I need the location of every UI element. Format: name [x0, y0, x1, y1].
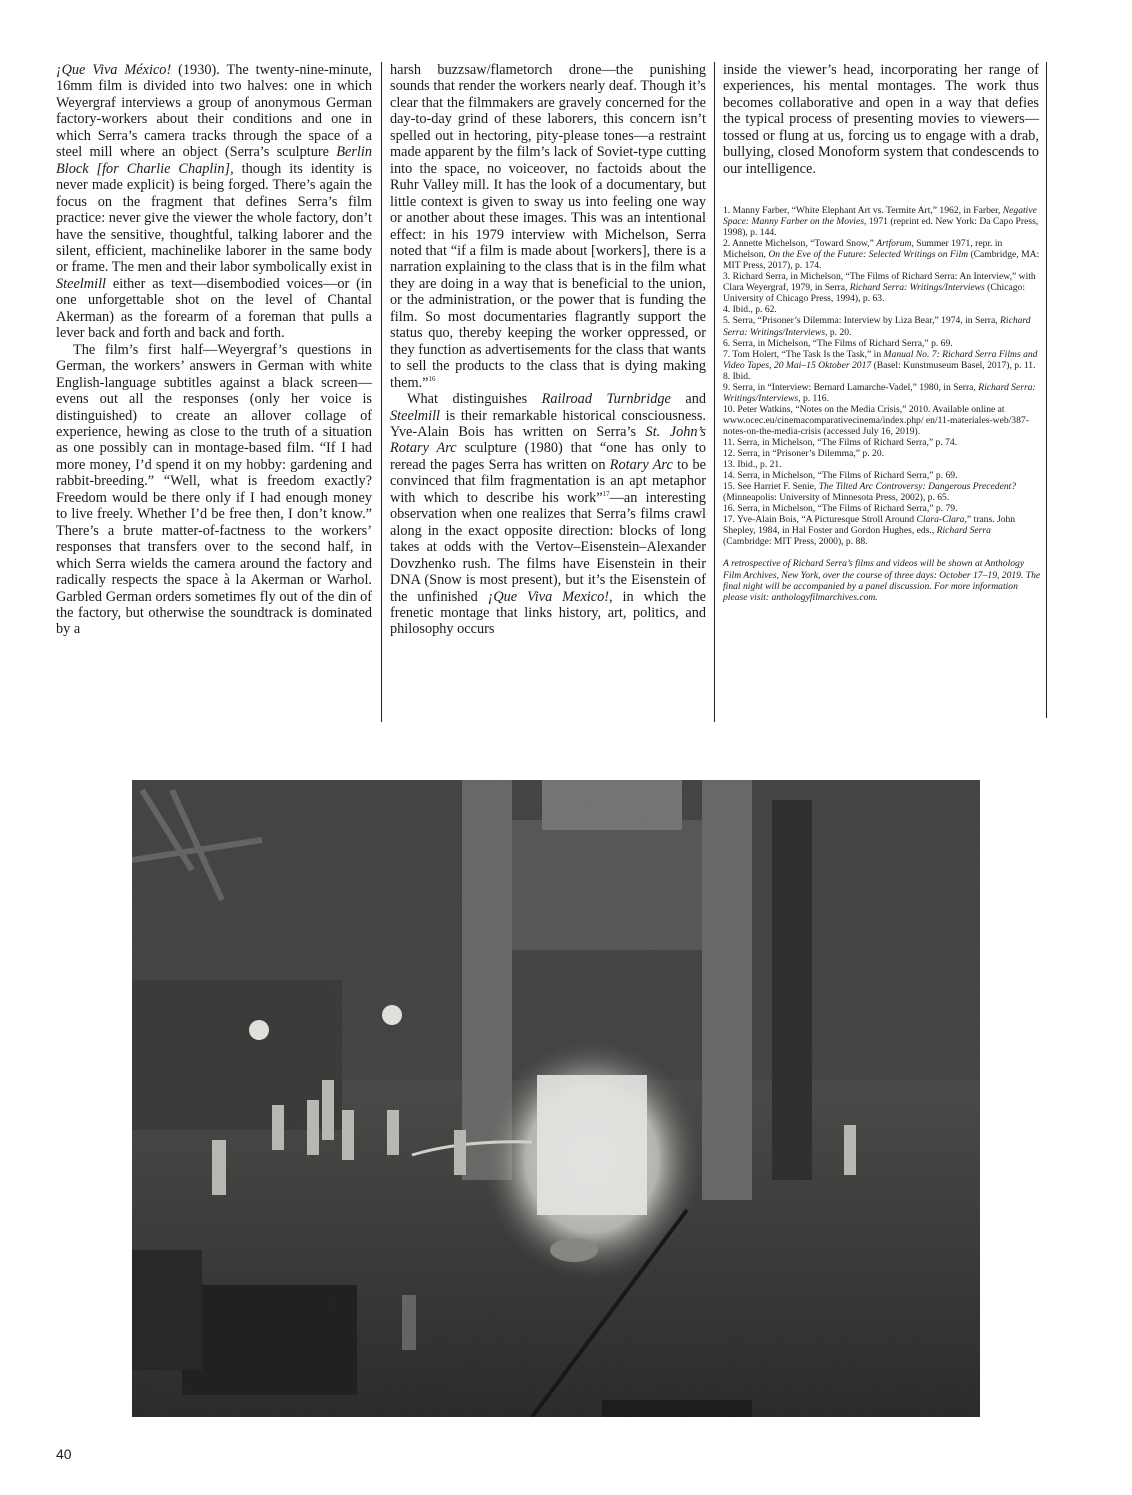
- paragraph: ¡Que Viva México! (1930). The twenty-nine-minute, 16mm film is divided into two halves: one in which Weyergraf interviews a group of anonymous German factory-workers about their conditions and one in which Serra’s camera tracks through the space of a steel mill where an object (Serra’s sculpture Berlin Block [for Charlie Chaplin], though its identity is never made explicit) is being forged. There’s again the focus on the fragment that defines Serra’s film practice: never give the viewer the whole factory, don’t have the sensitive, thoughtful, talking laborer and the silent, efficient, machinelike laborer in the same body or frame. The men and their labor symbolically exist in Steelmill either as text—disembodied voices—or (in one unforgettable shot on the level of Chantal Akerman) as the forearm of a foreman that pulls a lever back and forth and back and forth.: [56, 62, 372, 342]
- film-still-photo: [132, 780, 980, 1417]
- endnote: 8. Ibid.: [723, 370, 751, 382]
- endnote: 15. See Harriet F. Senie, The Tilted Arc Controversy: Dangerous Precedent? (Minneapolis: University of Minnesota Press, 2002), p. 65.: [723, 481, 1017, 504]
- footnote-ref: 17: [602, 490, 610, 499]
- steel-mill-image: [132, 780, 980, 1417]
- paragraph: inside the viewer’s head, incorporating her range of experiences, his mental montages. The work thus becomes collaborative and open in a way that defies the typical process of presenting movies to viewers—tossed or flung at us, forcing us to engage with a drab, bullying, closed Monoform system that condescends to our intelligence.: [723, 62, 1039, 177]
- endnotes: [723, 205, 1041, 603]
- endnote: 6. Serra, in Michelson, “The Films of Richard Serra,” p. 69.: [723, 337, 953, 349]
- retrospective-notice: A retrospective of Richard Serra’s films and videos will be shown at Anthology Film Archives, New York, over the course of three days: October 17–19, 2019. The final night will be accompanied by a panel discussion. For more information please visit: anthologyfilmarchives.com.: [723, 558, 1041, 603]
- endnote: 2. Annette Michelson, “Toward Snow,” Artforum, Summer 1971, repr. in Michelson, On the Eve of the Future: Selected Writings on Film (Cambridge, MA: MIT Press, 2017), p. 174.: [723, 238, 1040, 272]
- paragraph: What distinguishes Railroad Turnbridge and Steelmill is their remarkable historical consciousness. Yve-Alain Bois has written on Serra’s St. John’s Rotary Arc sculpture (1980) that “one has only to reread the pages Serra has written on Rotary Arc to be convinced that film fragmentation is an apt metaphor with which to describe his work”$^{17}$—an interesting observation when one realizes that Serra’s films crawl along in the exact opposite direction: blocks of long takes at odds with the Vertov–Eisenstein–Alexander Dovzhenko rush. The films have Eisenstein in their DNA (Snow is most present), but it’s the Eisenstein of the unfinished ¡Que Viva Mexico!, in which the frenetic montage that links history, art, politics, and philosophy occurs: [390, 391, 707, 638]
- endnote: 1. Manny Farber, “White Elephant Art vs. Termite Art,” 1962, in Farber, Negative Space: Manny Farber on the Movies, 1971 (reprint ed. New York: Da Capo Press, 1998), p. 144.: [723, 205, 1039, 239]
- endnote: 14. Serra, in Michelson, “The Films of Richard Serra,” p. 69.: [723, 470, 958, 482]
- column-divider: [381, 62, 382, 722]
- article-column-1: [56, 62, 372, 638]
- film-title: Steelmill: [56, 275, 107, 292]
- sculpture-title: Berlin Block [for Charlie Chaplin]: [56, 144, 372, 177]
- endnote: 13. Ibid., p. 21.: [723, 459, 782, 471]
- page-number: 40: [56, 1446, 72, 1462]
- grain-overlay: [132, 780, 980, 1417]
- endnote: 5. Serra, “Prisoner’s Dilemma: Interview by Liza Bear,” 1974, in Serra, Richard Serra: Writings/Interviews, p. 20.: [723, 315, 1031, 338]
- endnote: 12. Serra, in “Prisoner’s Dilemma,” p. 20.: [723, 448, 885, 460]
- endnote: 16. Serra, in Michelson, “The Films of Richard Serra,” p. 79.: [723, 503, 958, 515]
- endnote: 11. Serra, in Michelson, “The Films of Richard Serra,” p. 74.: [723, 436, 958, 448]
- paragraph: harsh buzzsaw/flametorch drone—the punishing sounds that render the workers nearly deaf. Though it’s clear that the filmmakers are gravely concerned for the day-to-day grind of these laborers, this concern isn’t spelled out in hectoring, pity-please tones—a restraint made apparent by the film’s lack of Soviet-type cutting into the space, no voiceover, no factoids about the Ruhr Valley mill. It has the look of a documentary, but little context is given to sway us into feeling one way or another about these images. This was an intentional effect: in his 1979 interview with Michelson, Serra noted that “if a film is made about [workers], there is a narration explaining to the class that is in the film what they are doing in a way that is beneficial to the union, or the administration, or the power that is funding the film. So most documentaries flagrantly support the status quo, thereby keeping the worker oppressed, or they function as advertisements for the class that wants to sell the products to the class that is dying making them.”$^{16}$: [390, 62, 706, 391]
- endnote: 9. Serra, in “Interview: Bernard Lamarche-Vadel,” 1980, in Serra, Richard Serra: Writings/Interviews, p. 116.: [723, 381, 1036, 404]
- endnote: 3. Richard Serra, in Michelson, “The Films of Richard Serra: An Interview,” with Clara Weyergraf, 1979, in Serra, Richard Serra: Writings/Interviews (Chicago: University of Chicago Press, 1994), p. 63.: [723, 271, 1036, 305]
- endnote: 17. Yve-Alain Bois, “A Picturesque Stroll Around Clara-Clara,” trans. John Shepley, 1984, in Hal Foster and Gordon Hughes, eds., Richard Serra (Cambridge: MIT Press, 2000), p. 88.: [723, 514, 1016, 548]
- article-column-3: [723, 62, 1039, 177]
- footnote-ref: 16: [428, 374, 436, 383]
- column-divider: [714, 62, 715, 722]
- article-column-2: [390, 62, 706, 638]
- endnote: 7. Tom Holert, “The Task Is the Task,” in Manual No. 7: Richard Serra Films and Video Tapes, 20 Mai–15 Oktober 2017 (Basel: Kunstmuseum Basel, 2017), p. 11.: [723, 348, 1038, 371]
- endnote: 10. Peter Watkins, “Notes on the Media Crisis,” 2010. Available online at www.ocec.eu/cinemacomparativecinema/index.php/ en/11-materiales-web/387-notes-on-the-media-crisis (accessed July 16, 2019).: [723, 403, 1029, 437]
- film-title: ¡Que Viva México!: [56, 62, 172, 78]
- endnote: 4. Ibid., p. 62.: [723, 304, 777, 316]
- column-divider: [1046, 62, 1047, 718]
- paragraph: The film’s first half—Weyergraf’s questions in German, the workers’ answers in German with white English-language subtitles against a black screen—evens out all the responses (only her voice is distinguished) to create an allover collage of experience, hewing as close to the truth of a situation as one possibly can in montage-based film. “If I had more money, I’d spend it on my hobby: gardening and rabbit-breeding.” “Well, what is freedom exactly? Freedom would be there only if I had enough money to live freely. Whether I’d be free then, I don’t know.” There’s a brute matter-of-factness to the workers’ responses that transfers over to the second half, in which Serra wields the camera around the factory and radically respects the space à la Akerman or Warhol. Garbled German orders sometimes fly out of the din of the factory, but otherwise the soundtrack is dominated by a: [56, 341, 372, 638]
